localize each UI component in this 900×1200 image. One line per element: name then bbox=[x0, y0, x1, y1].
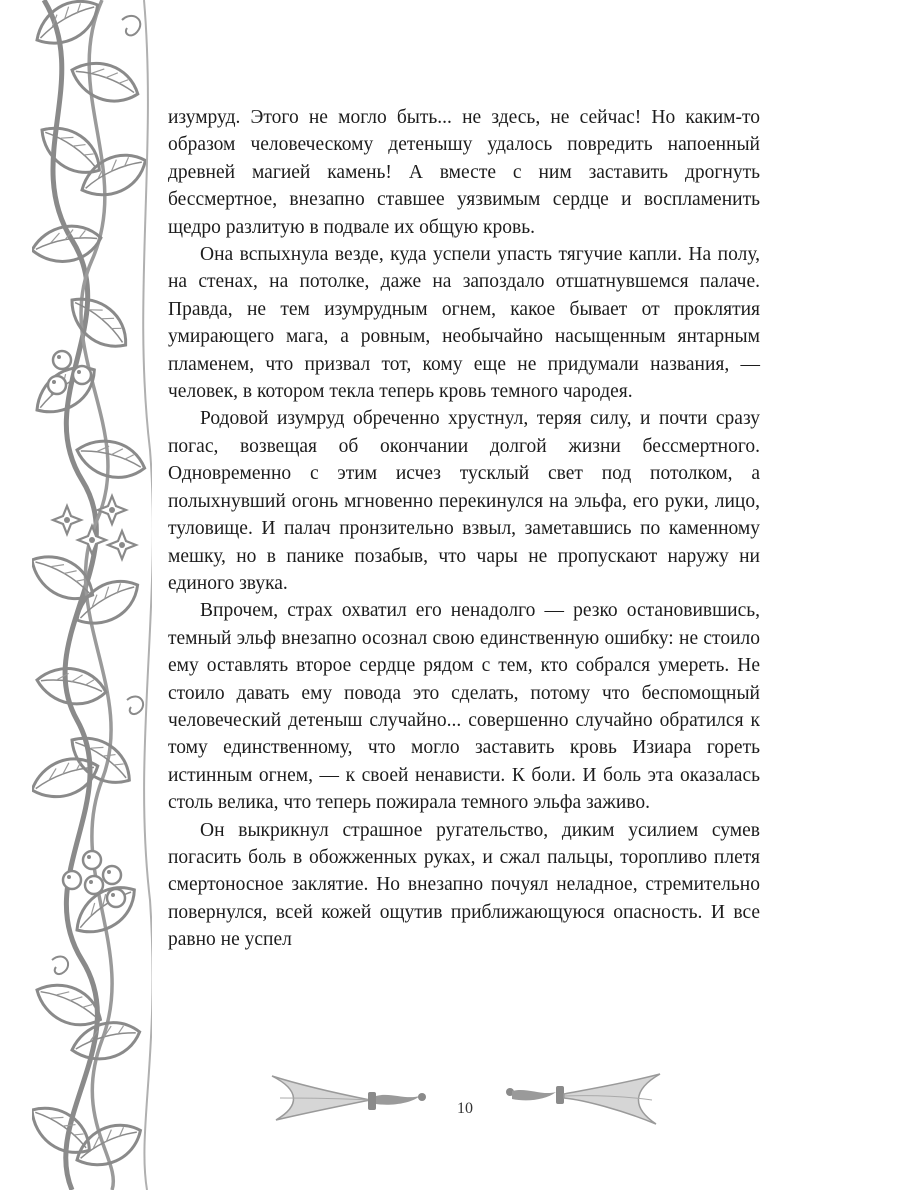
dagger-ornament-icon bbox=[270, 1070, 430, 1135]
paragraph: Впрочем, страх охватил его ненадолго — резко остановившись, темный эльф внезапно осознал свою единственную ошибку: не стоило ему оставлять второе сердце рядом с тем, кто собрался умереть. Не стоило давать ему повода это сделать, потому что беспомощный человеческий детеныш случайно... совершенно случайно обратился к тому единственному, что могло заставить кровь Изиара гореть истинным огнем, — к своей ненависти. К боли. И боль эта оказалась столь велика, что теперь пожирала темного эльфа заживо. bbox=[168, 600, 760, 814]
paragraph: Родовой изумруд обреченно хрустнул, теряя силу, и почти сразу погас, возвещая об окончании долгой жизни бессмертного. Одновременно с этим исчез тусклый свет под потолком, а полыхнувший огонь мгновенно перекинулся на эльфа, его руки, лицо, туловище. И палач пронзительно взвыл, заметавшись по каменному мешку, но в панике позабыв, что чары не пропускают наружу ни единого звука. bbox=[168, 408, 760, 594]
body-text bbox=[168, 104, 760, 954]
dagger-ornament-icon bbox=[502, 1070, 662, 1135]
page-footer bbox=[270, 1070, 660, 1140]
paragraph: Она вспыхнула везде, куда успели упасть тягучие капли. На полу, на стенах, на потолке, даже на запоздало отшатнувшемся палаче. Правда, не тем изумрудным огнем, какое бывает от проклятия умирающего мага, а ровным, необычайно насыщенным янтарным пламенем, что призвал тот, кому еще не придумали названия, — человек, в котором текла теперь кровь темного чародея. bbox=[168, 244, 760, 403]
paragraph: Он выкрикнул страшное ругательство, диким усилием сумев погасить боль в обожженных руках, и сжал пальцы, торопливо плетя смертоносное заклятие. Но внезапно почуял неладное, стремительно повернулся, всей кожей ощутив приближающуюся опасность. И все равно не успел bbox=[168, 819, 760, 951]
paragraph: изумруд. Этого не могло быть... не здесь, не сейчас! Но каким-то образом человеческому детенышу удалось повредить напоенный древней магией камень! А вместе с ним заставить дрогнуть бессмертное, внезапно ставшее уязвимым сердце и воспламенить щедро разлитую в подвале их общую кровь. bbox=[168, 107, 760, 238]
floral-vine-border-icon bbox=[32, 0, 152, 1190]
page-number: 10 bbox=[457, 1100, 473, 1117]
